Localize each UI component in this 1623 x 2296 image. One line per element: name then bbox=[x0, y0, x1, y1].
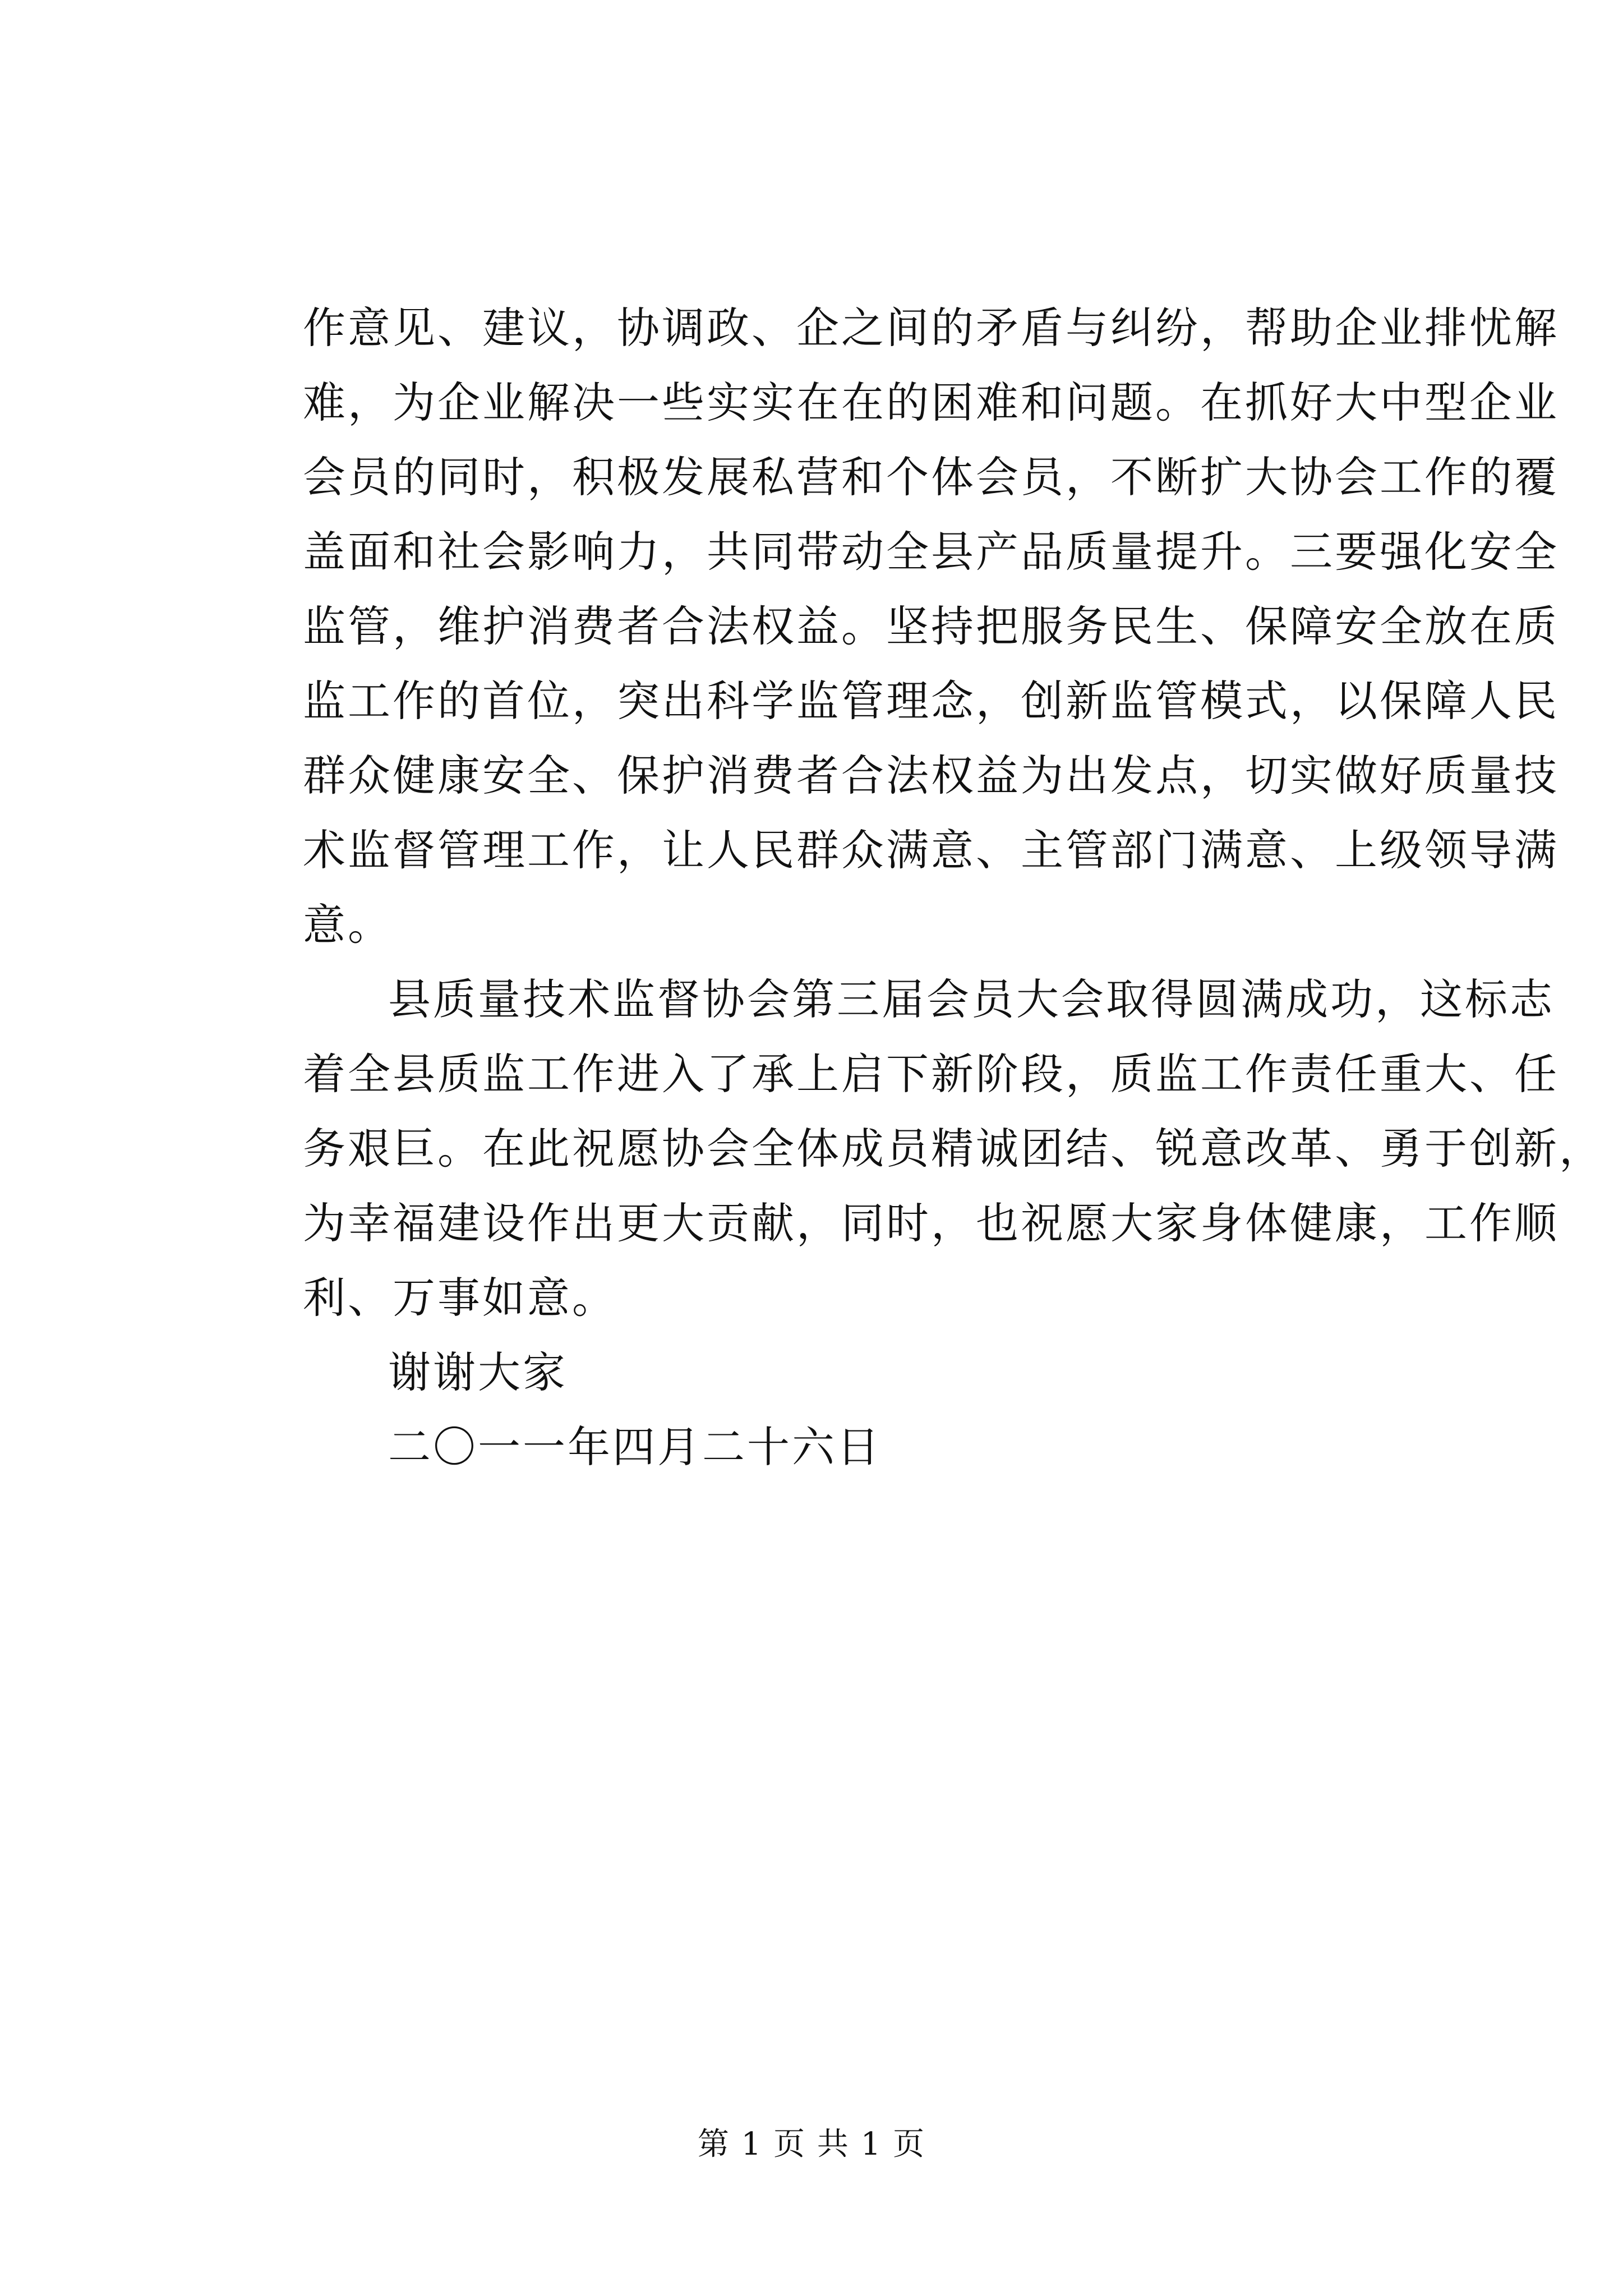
paragraph-1-line-6: 监工作的首位，突出科学监管理念，创新监管模式，以保障人民 bbox=[303, 676, 1559, 726]
paragraph-2-line-3: 务艰巨。在此祝愿协会全体成员精诚团结、锐意改革、勇于创新， bbox=[303, 1124, 1604, 1174]
paragraph-1-line-1: 作意见、建议，协调政、企之间的矛盾与纠纷，帮助企业排忧解 bbox=[303, 303, 1559, 353]
paragraph-1-line-7: 群众健康安全、保护消费者合法权益为出发点，切实做好质量技 bbox=[303, 751, 1559, 800]
paragraph-2-line-2: 着全县质监工作进入了承上启下新阶段，质监工作责任重大、任 bbox=[303, 1049, 1559, 1099]
paragraph-1-line-2: 难，为企业解决一些实实在在的困难和问题。在抓好大中型企业 bbox=[303, 378, 1559, 427]
paragraph-2-line-5: 利、万事如意。 bbox=[303, 1273, 617, 1323]
paragraph-1-line-8: 术监督管理工作，让人民群众满意、主管部门满意、上级领导满 bbox=[303, 825, 1559, 875]
paragraph-1-line-5: 监管，维护消费者合法权益。坚持把服务民生、保障安全放在质 bbox=[303, 601, 1559, 651]
document-date: 二〇一一年四月二十六日 bbox=[388, 1422, 882, 1472]
closing-text: 谢谢大家 bbox=[388, 1347, 568, 1397]
document-body bbox=[303, 291, 1604, 1484]
paragraph-1-line-3: 会员的同时，积极发展私营和个体会员，不断扩大协会工作的覆 bbox=[303, 452, 1559, 502]
paragraph-2-line-1: 县质量技术监督协会第三届会员大会取得圆满成功，这标志 bbox=[388, 974, 1555, 1024]
paragraph-1-line-4: 盖面和社会影响力，共同带动全县产品质量提升。三要强化安全 bbox=[303, 527, 1559, 577]
paragraph-2-line-4: 为幸福建设作出更大贡献，同时，也祝愿大家身体健康，工作顺 bbox=[303, 1198, 1559, 1248]
paragraph-1-line-9: 意。 bbox=[303, 900, 393, 950]
page-footer: 第 1 页 共 1 页 bbox=[697, 2126, 926, 2162]
